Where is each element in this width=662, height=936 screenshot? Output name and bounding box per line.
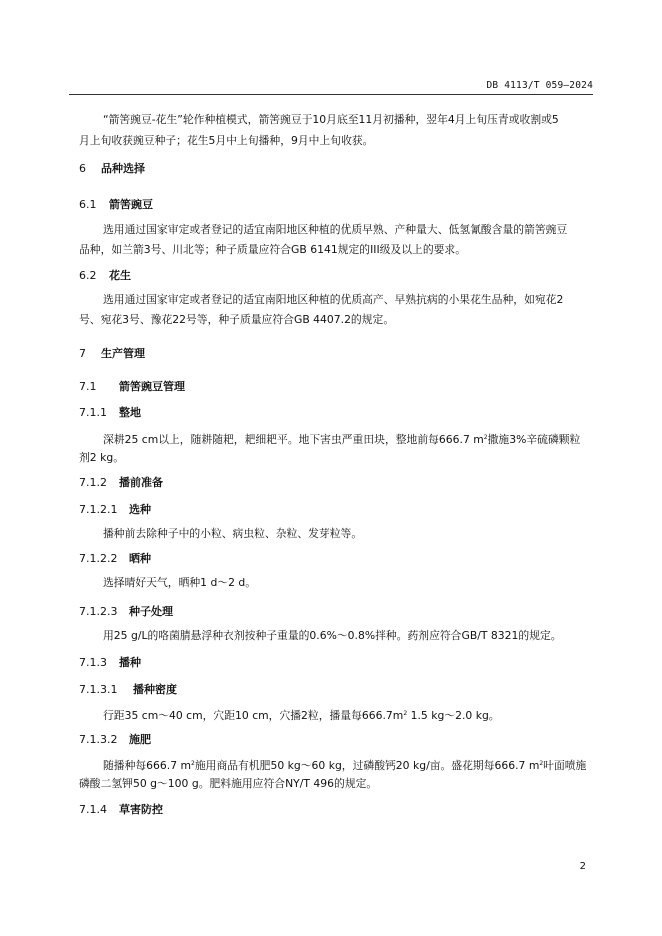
section-7-1-4-heading [79, 801, 163, 817]
section-number: 6.2 [79, 269, 97, 282]
text-run: 随播种每666.7 m [103, 759, 192, 772]
section-number: 7.1.2.2 [79, 552, 118, 565]
section-7-1-1-heading [79, 404, 141, 420]
section-title: 晒种 [129, 552, 151, 565]
section-6-1-heading [79, 196, 153, 212]
section-7-1-2-2-heading [79, 550, 151, 566]
para-7-1-2-2: 选择晴好天气，晒种1 d～2 d。 [103, 576, 257, 589]
text-run: 施用商品有机肥50 kg～60 kg，过磷酸钙20 kg/亩。盛花期每666.7 m [194, 759, 540, 772]
section-number: 7.1 [79, 380, 97, 393]
superscript: 2 [483, 434, 488, 441]
para-6-1-line-2: 品种，如兰箭3号、川北等；种子质量应符合GB 6141规定的III级及以上的要求。 [79, 243, 467, 256]
section-title: 箭筈豌豆管理 [119, 380, 185, 393]
section-number: 7.1.2.3 [79, 605, 118, 618]
text-run: 叶面喷施 [543, 759, 587, 772]
section-number: 7.1.4 [79, 803, 107, 816]
section-number: 6.1 [79, 198, 97, 211]
para-7-1-2-1: 播种前去除种子中的小粒、病虫粒、杂粒、发芽粒等。 [103, 527, 363, 540]
section-number: 7.1.2 [79, 476, 107, 489]
section-title: 花生 [109, 269, 131, 282]
section-number: 7.1.1 [79, 406, 107, 419]
para-6-2-line-2: 号、宛花3号、豫花22号等，种子质量应符合GB 4407.2的规定。 [79, 313, 395, 326]
section-title: 草害防控 [119, 803, 163, 816]
text-run: 1.5 kg～2.0 kg。 [407, 709, 500, 722]
section-title: 品种选择 [101, 162, 145, 175]
para-7-1-1-line-1 [103, 428, 580, 450]
intro-line-2: 月上旬收获豌豆种子；花生5月中上旬播种，9月中上旬收获。 [79, 134, 374, 147]
section-7-1-2-1-heading [79, 501, 151, 517]
section-7-1-3-2-heading [79, 731, 151, 747]
section-number: 6 [79, 162, 86, 175]
section-6-2-heading [79, 267, 131, 283]
section-7-1-2-3-heading [79, 603, 173, 619]
section-7-heading [79, 345, 145, 361]
section-7-1-3-1-heading [79, 681, 177, 697]
para-6-2-line-1: 选用通过国家审定或者登记的适宜南阳地区种植的优质高产、早熟抗病的小果花生品种，如宛花2 [103, 293, 564, 306]
standard-number: DB 4113/T 059—2024 [486, 80, 593, 91]
section-number: 7 [79, 347, 86, 360]
section-7-1-2-heading [79, 474, 163, 490]
section-title: 施肥 [129, 733, 151, 746]
superscript: 2 [191, 760, 195, 767]
section-title: 播种 [119, 656, 141, 669]
section-number: 7.1.3 [79, 656, 107, 669]
section-title: 箭筈豌豆 [109, 198, 153, 211]
para-7-1-3-1 [103, 704, 500, 726]
page-number: 2 [579, 861, 586, 872]
section-7-1-3-heading [79, 654, 141, 670]
para-7-1-3-2-line-1 [103, 754, 586, 776]
section-number: 7.1.2.1 [79, 503, 118, 516]
para-7-1-2-3: 用25 g/L的咯菌腈悬浮种衣剂按种子重量的0.6%～0.8%拌种。药剂应符合GB/T 8321的规定。 [103, 629, 562, 642]
section-number: 7.1.3.2 [79, 733, 118, 746]
section-title: 整地 [119, 406, 141, 419]
text-run: 行距35 cm～40 cm，穴距10 cm，穴播2粒，播量每666.7m [103, 709, 404, 722]
section-title: 种子处理 [129, 605, 173, 618]
section-number: 7.1.3.1 [79, 683, 118, 696]
section-6-heading [79, 160, 145, 176]
superscript: 2 [403, 710, 408, 717]
section-title: 生产管理 [101, 347, 145, 360]
text-run: 撒施3%辛硫磷颗粒 [487, 433, 581, 446]
text-run: 深耕25 cm以上，随耕随耙，耙细耙平。地下害虫严重田块，整地前每666.7 m [103, 433, 484, 446]
para-6-1-line-1: 选用通过国家审定或者登记的适宜南阳地区种植的优质早熟、产种量大、低氢氰酸含量的箭筈豌豆 [103, 223, 568, 236]
header-rule [69, 94, 593, 95]
para-7-1-1-line-2: 剂2 kg。 [79, 451, 125, 464]
section-title: 选种 [129, 503, 151, 516]
intro-line-1: “箭筈豌豆-花生”轮作种植模式，箭筈豌豆于10月底至11月初播种，翌年4月上旬压青或收割或5 [103, 113, 559, 126]
para-7-1-3-2-line-2: 磷酸二氢钾50 g～100 g。肥料施用应符合NY/T 496的规定。 [79, 777, 378, 790]
section-title: 播种密度 [133, 683, 177, 696]
section-7-1-heading [79, 378, 185, 394]
superscript: 2 [539, 760, 544, 767]
section-title: 播前准备 [119, 476, 163, 489]
